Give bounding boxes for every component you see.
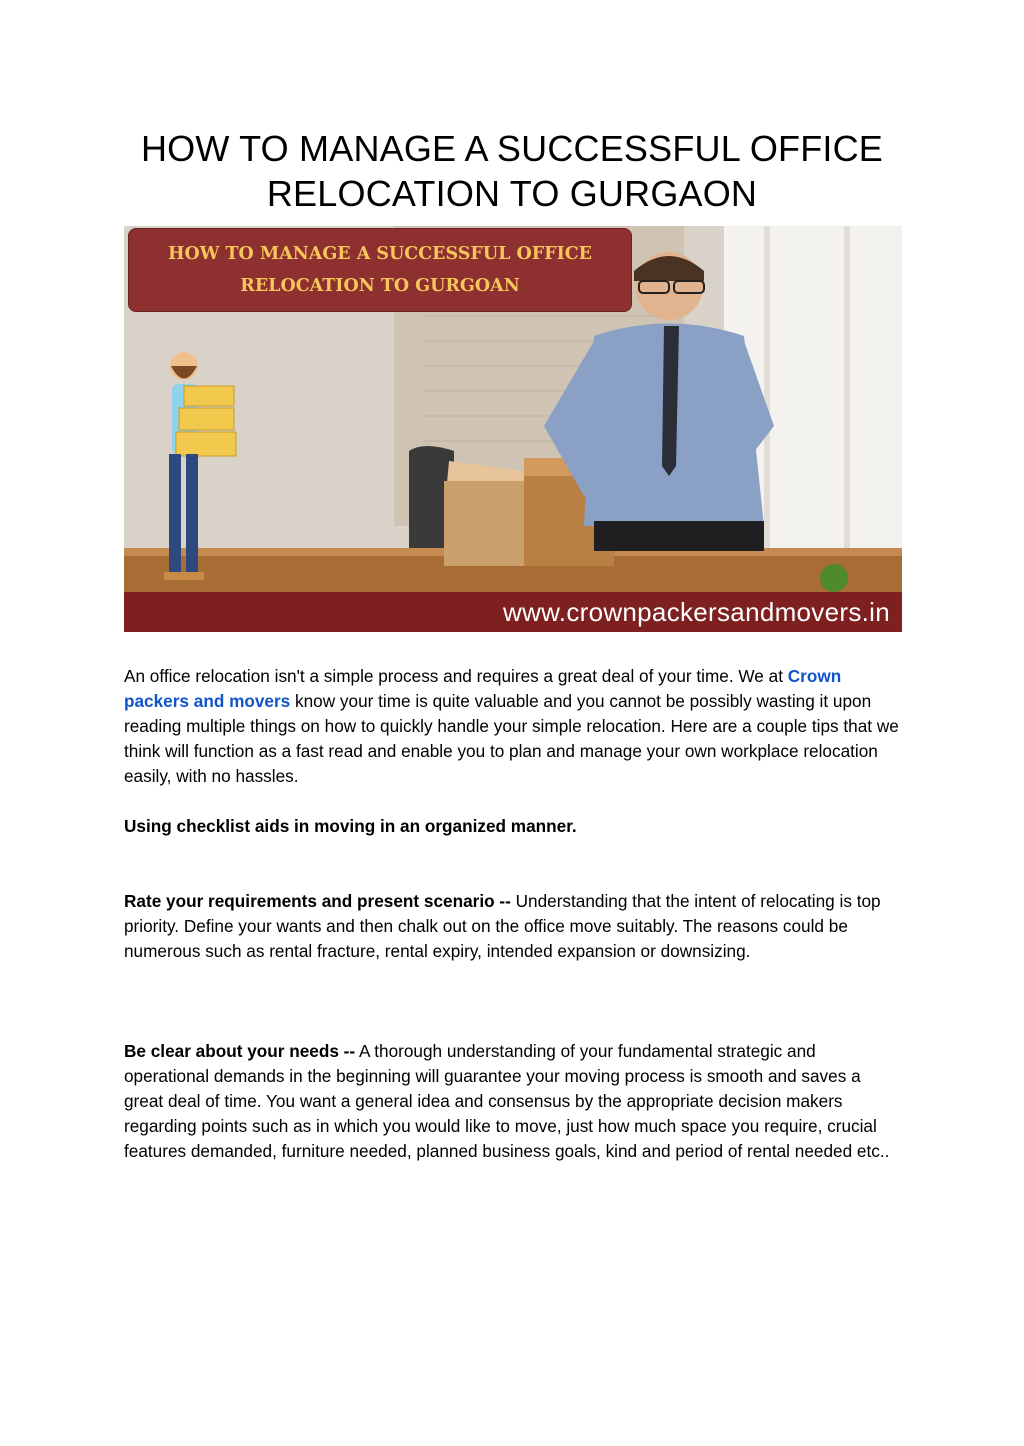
company-link[interactable]: Crown packers and movers (124, 666, 842, 711)
section-clear-needs (124, 1039, 904, 1164)
section-heading: Rate your requirements and present scenario -- (124, 891, 511, 911)
intro-text-before-link: An office relocation isn't a simple process and requires a great deal of your time. We at (124, 666, 788, 686)
page-title-line-2: RELOCATION TO GURGAON (266, 173, 758, 214)
checklist-heading-text: Using checklist aids in moving in an organized manner. (124, 816, 577, 836)
intro-text-after-link: know your time is quite valuable and you cannot be possibly wasting it upon reading multiple things on how to quickly handle your simple relocation. Here are a couple tips that we think will function as a fast read and enable you to plan and manage your own workplace relocation easily, with no hassles. (124, 691, 899, 786)
section-text: Understanding that the intent of relocating is top priority. Define your wants and then chalk out on the office move suitably. The reasons could be numerous such as rental fracture, rental expiry, intended expansion or downsizing. (124, 891, 881, 961)
checklist-heading (124, 814, 904, 839)
intro-paragraph (124, 664, 904, 789)
hero-banner (128, 228, 632, 312)
page-title-line-1: HOW TO MANAGE A SUCCESSFUL OFFICE (140, 128, 884, 169)
hero-image (124, 226, 902, 632)
section-rate-requirements (124, 889, 904, 964)
section-text: A thorough understanding of your fundamental strategic and operational demands in the beginning will guarantee your moving process is smooth and saves a great deal of time. You want a general idea and consensus by the appropriate decision makers regarding points such as in which you would like to move, just how much space you require, crucial features demanded, furniture needed, planned business goals, kind and period of rental needed etc.. (124, 1041, 890, 1161)
section-heading: Be clear about your needs -- (124, 1041, 356, 1061)
page-title (0, 126, 1024, 216)
hero-banner-line-2: RELOCATION TO GURGOAN (240, 276, 520, 296)
article-body (124, 664, 904, 1164)
hero-banner-line-1: HOW TO MANAGE A SUCCESSFUL OFFICE (167, 244, 593, 264)
hero-url: www.crownpackersandmovers.in (503, 597, 890, 627)
